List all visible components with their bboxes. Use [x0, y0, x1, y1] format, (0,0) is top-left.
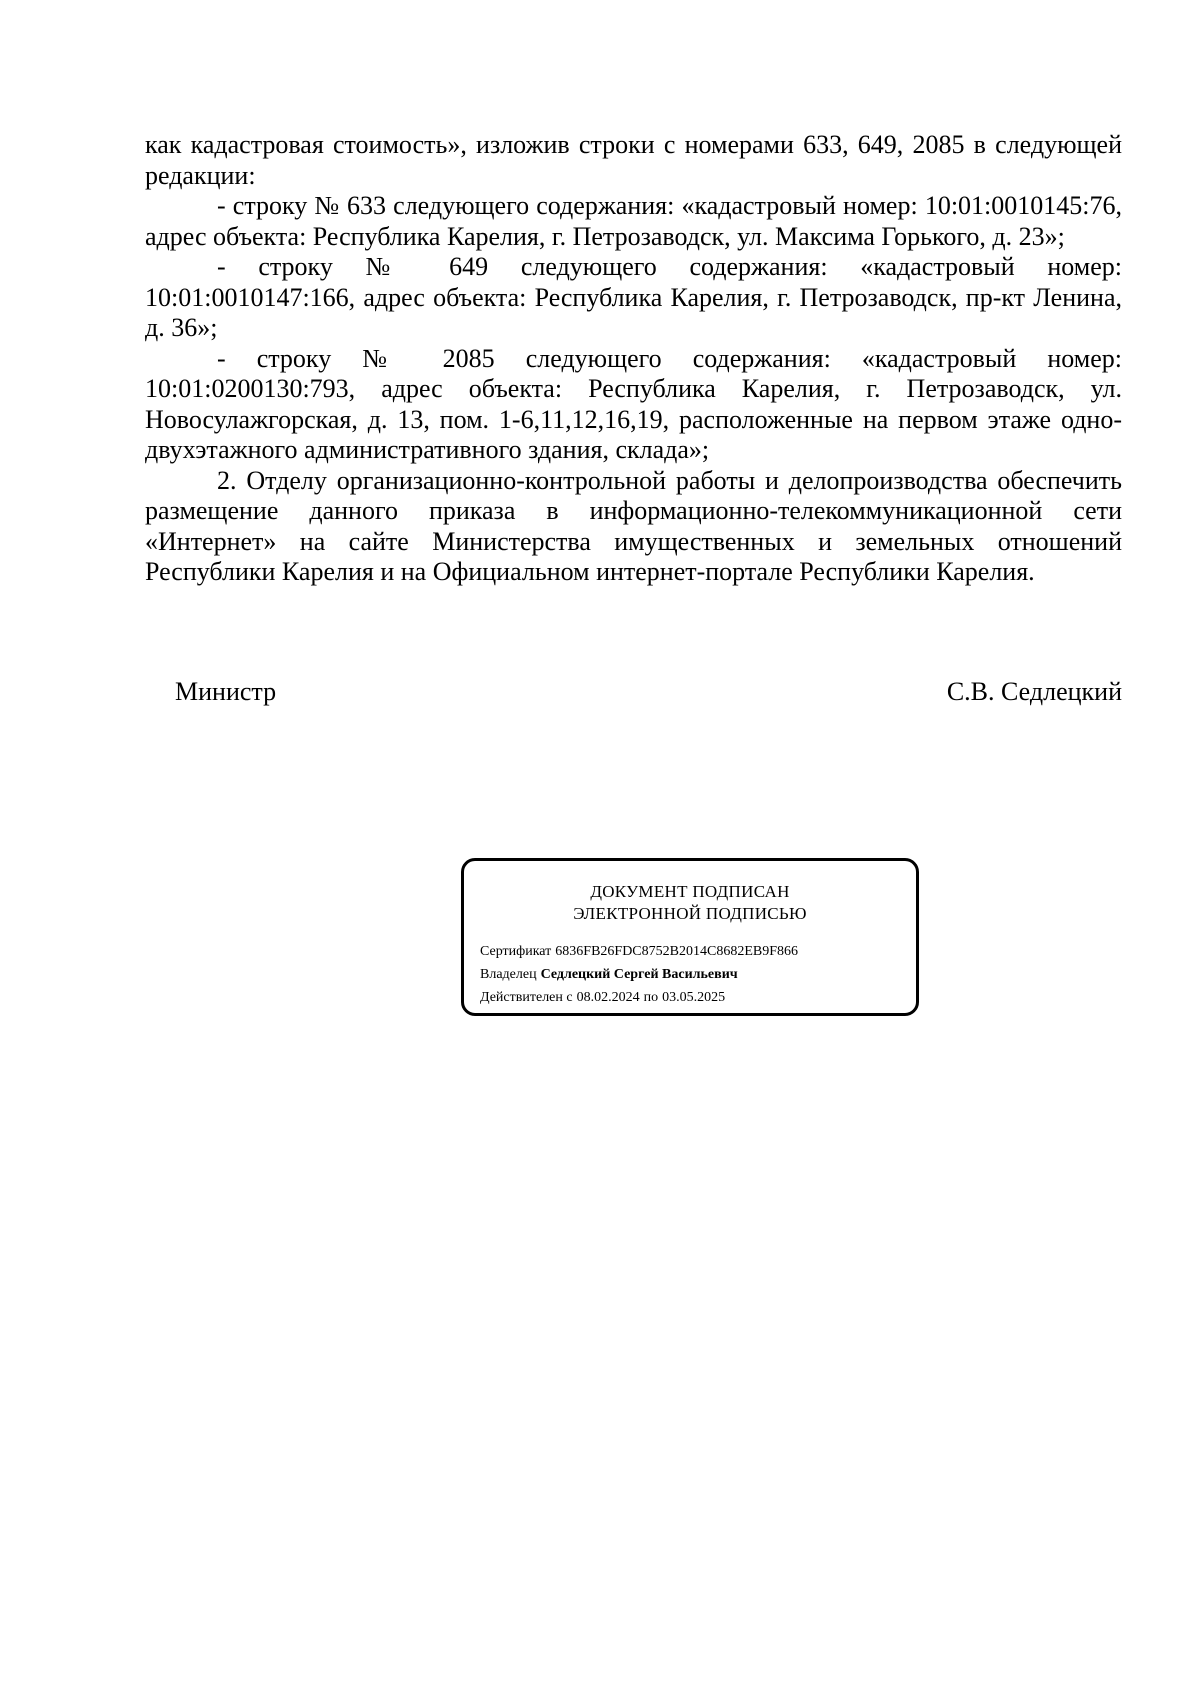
paragraph-row-2085: - строку № 2085 следующего содержания: «кадастровый номер: 10:01:0200130:793, адрес объекта: Республика Карелия, г. Петрозаводск, ул. Новосулажгорская, д. 13, пом. 1-6,11,12,16,19, расположенные на первом этаже одно-двухэтажного административного здания, склада»; — [145, 343, 1122, 464]
certificate-value: 6836FB26FDC8752B2014C8682EB9F866 — [555, 944, 798, 959]
owner-value: Седлецкий Сергей Васильевич — [540, 967, 738, 982]
stamp-owner-row — [480, 963, 798, 986]
signer-position: Министр — [175, 677, 277, 706]
stamp-title-line-2: ЭЛЕКТРОННОЙ ПОДПИСЬЮ — [573, 904, 807, 923]
valid-to: 03.05.2025 — [662, 990, 726, 1005]
signer-name: С.В. Седлецкий — [946, 677, 1122, 706]
owner-label: Владелец — [480, 967, 537, 982]
stamp-details — [480, 940, 798, 1009]
stamp-title-line-1: ДОКУМЕНТ ПОДПИСАН — [590, 882, 790, 901]
document-body — [145, 130, 1122, 588]
signature-block — [175, 677, 1122, 707]
valid-from: 08.02.2024 — [576, 990, 640, 1005]
valid-to-label: по — [643, 990, 659, 1005]
paragraph-row-633: - строку № 633 следующего содержания: «кадастровый номер: 10:01:0010145:76, адрес объекта: Республика Карелия, г. Петрозаводск, ул. Максима Горького, д. 23»; — [145, 191, 1122, 251]
paragraph-intro: как кадастровая стоимость», изложив строки с номерами 633, 649, 2085 в следующей редакции: — [145, 130, 1122, 190]
stamp-certificate-row — [480, 940, 798, 963]
certificate-label: Сертификат — [480, 944, 552, 959]
electronic-signature-stamp — [461, 858, 919, 1016]
paragraph-row-649: - строку № 649 следующего содержания: «кадастровый номер: 10:01:0010147:166, адрес объекта: Республика Карелия, г. Петрозаводск, пр-кт Ленина, д. 36»; — [145, 252, 1122, 342]
valid-label: Действителен с — [480, 990, 573, 1005]
paragraph-item-2: 2. Отделу организационно-контрольной работы и делопроизводства обеспечить размещение данного приказа в информационно-телекоммуникационной сети «Интернет» на сайте Министерства имущественных и земельных отношений Республики Карелия и на Официальном интернет-портале Республики Карелия. — [145, 465, 1122, 586]
stamp-validity-row — [480, 986, 798, 1009]
stamp-title — [464, 881, 916, 925]
